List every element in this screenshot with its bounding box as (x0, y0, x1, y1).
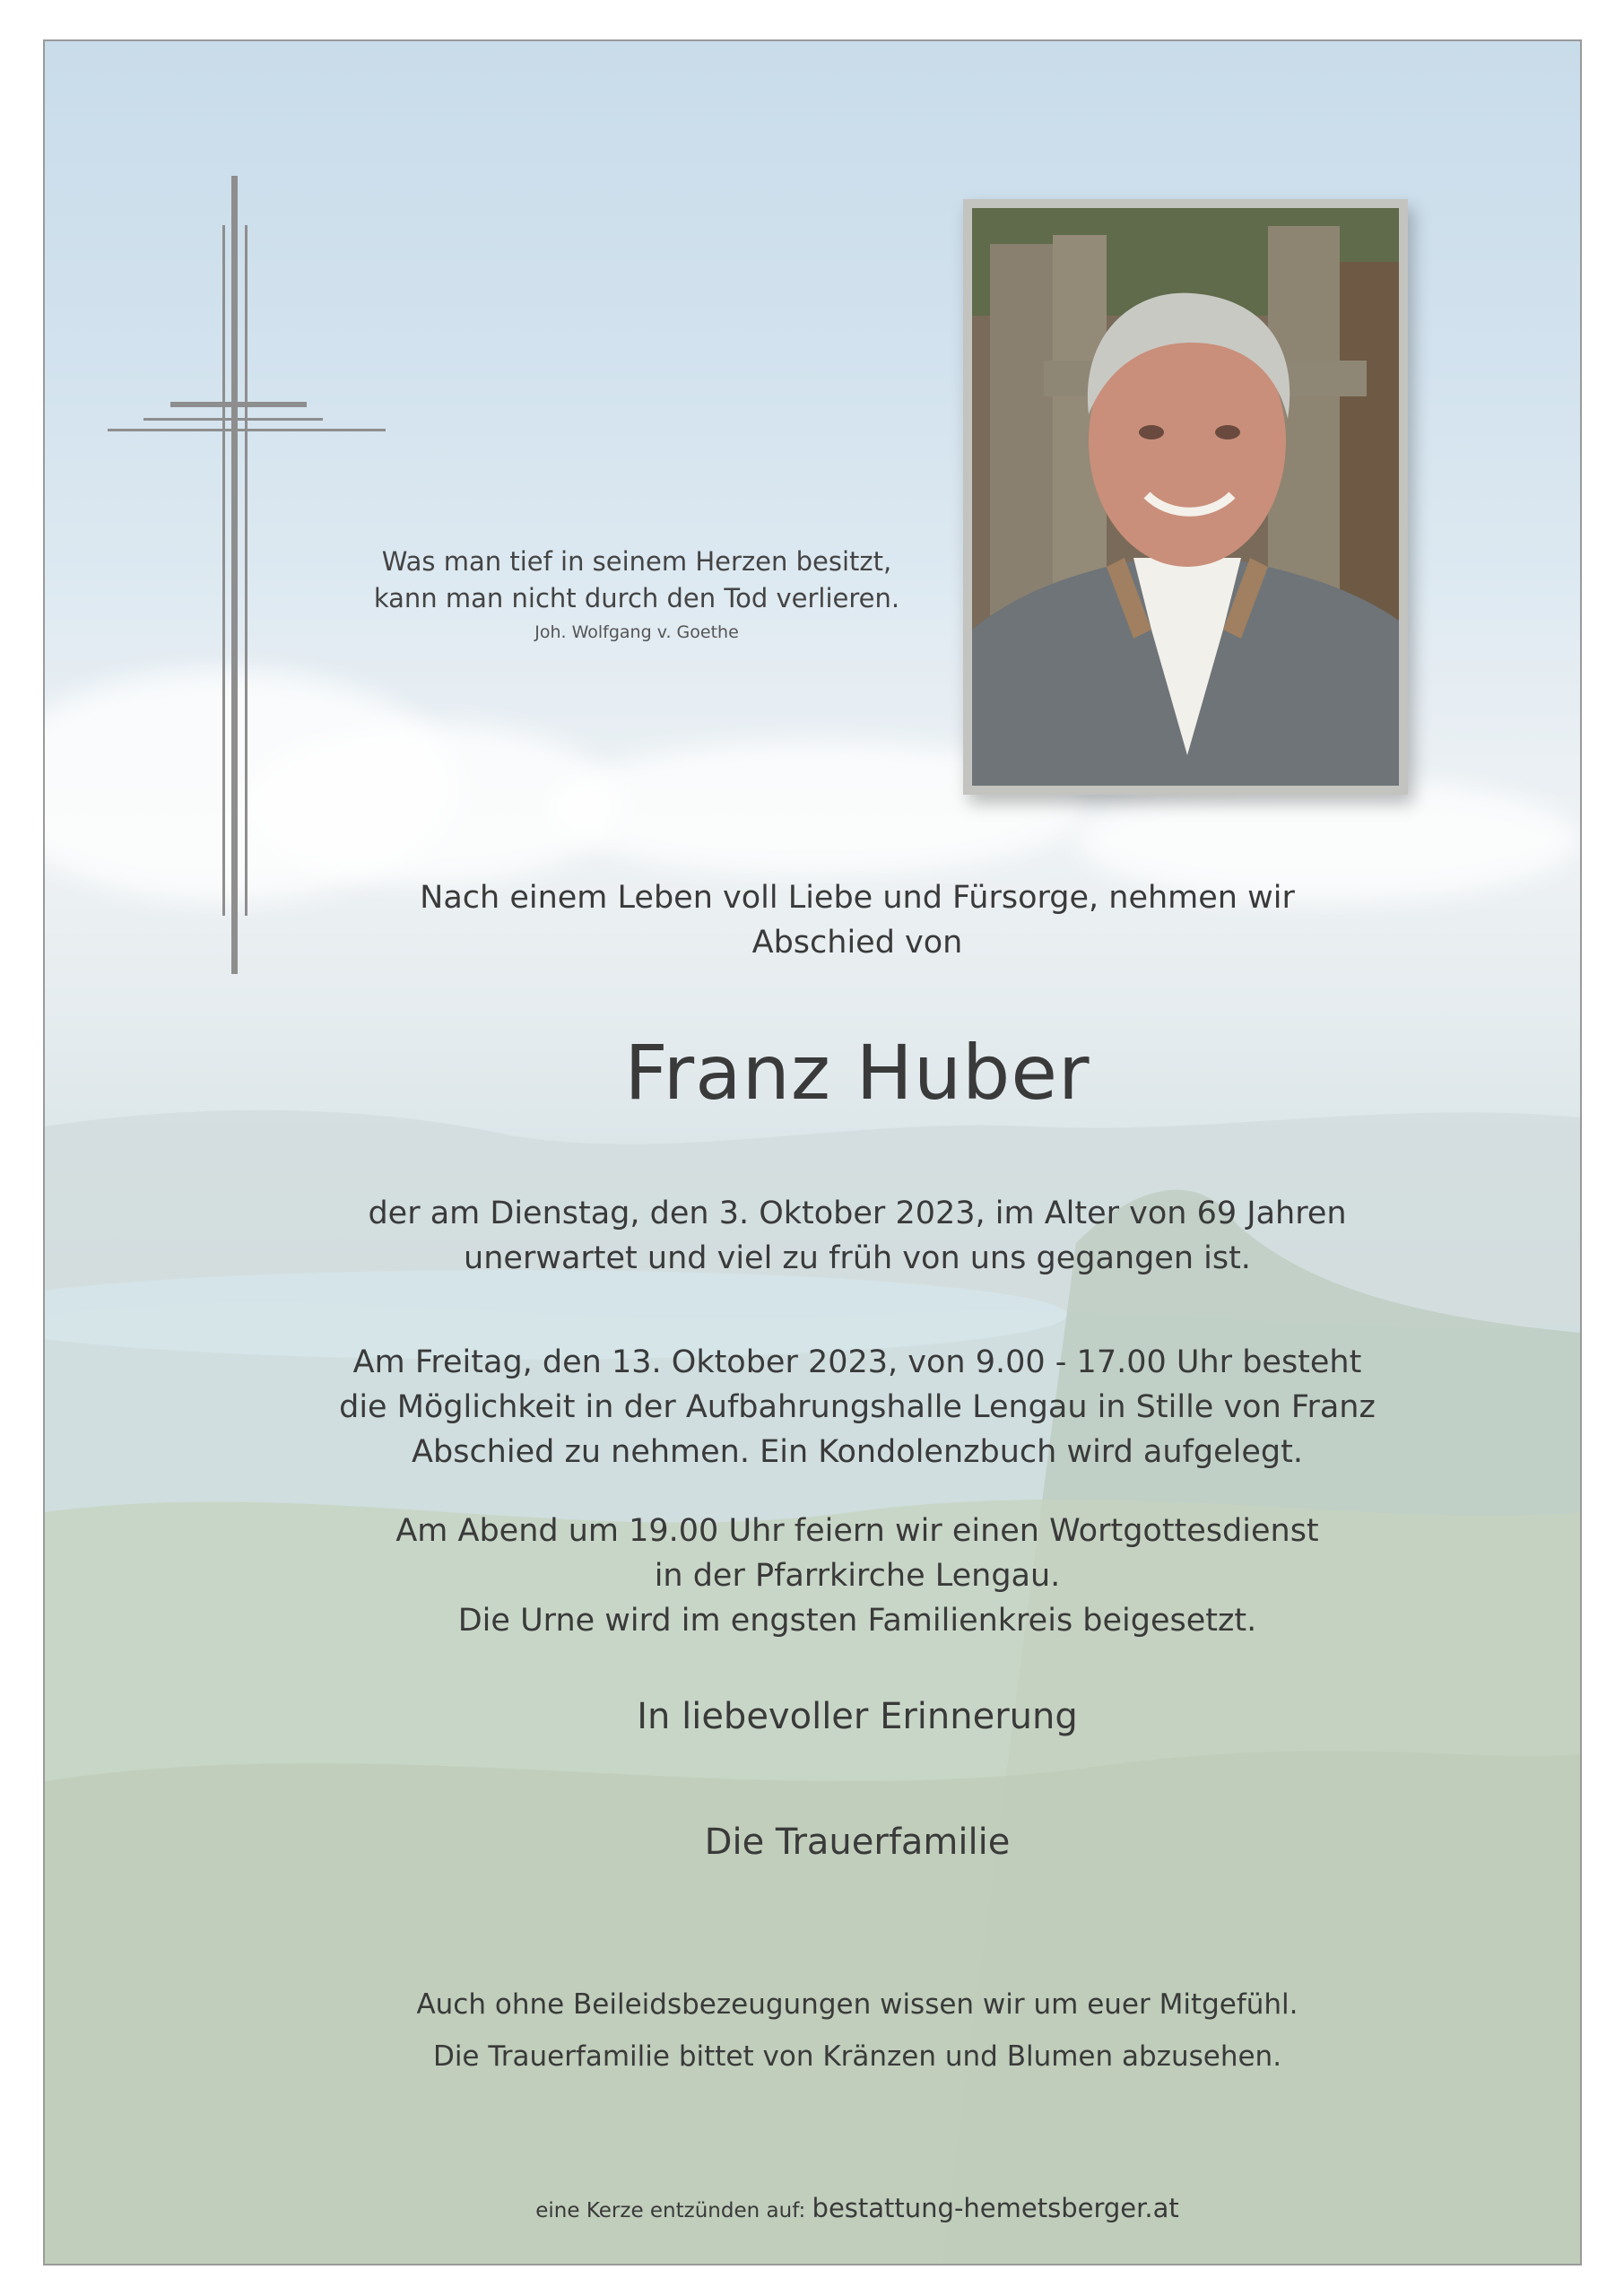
portrait-photo (972, 208, 1399, 786)
service-line: in der Pfarrkirche Lengau. (654, 1558, 1061, 1594)
viewing-line: Abschied zu nehmen. Ein Kondolenzbuch wird aufgelegt. (412, 1434, 1303, 1470)
footer (135, 2192, 1580, 2227)
footer-prefix: eine Kerze entzünden auf: (535, 2199, 806, 2222)
remembrance-text: In liebevoller Erinnerung (637, 1696, 1078, 1737)
quote-line: Was man tief in seinem Herzen besitzt, (381, 546, 892, 577)
family-signature: Die Trauerfamilie (704, 1822, 1011, 1863)
deceased-name: Franz Huber (624, 1029, 1090, 1117)
intro-text (135, 875, 1580, 965)
service-line: Am Abend um 19.00 Uhr feiern wir einen Wortgottesdienst (395, 1513, 1319, 1549)
service-line: Die Urne wird im engsten Familienkreis beigesetzt. (457, 1603, 1257, 1639)
service-info (135, 1509, 1580, 1643)
note-line: Die Trauerfamilie bittet von Kränzen und Blumen abzusehen. (432, 2040, 1282, 2073)
obituary-card (43, 39, 1582, 2266)
intro-line: Abschied von (751, 925, 963, 961)
death-notice-line: der am Dienstag, den 3. Oktober 2023, im Alter von 69 Jahren (368, 1196, 1347, 1231)
viewing-line: Am Freitag, den 13. Oktober 2023, von 9.00 - 17.00 Uhr besteht (352, 1344, 1362, 1380)
viewing-info (135, 1340, 1580, 1474)
quote-line: kann man nicht durch den Tod verlieren. (373, 583, 900, 613)
quote-author: Joh. Wolfgang v. Goethe (534, 622, 739, 642)
intro-line: Nach einem Leben voll Liebe und Fürsorge, nehmen wir (420, 880, 1295, 916)
quote-block (323, 544, 951, 646)
portrait-frame (963, 199, 1408, 795)
note-line: Auch ohne Beileidsbezeugungen wissen wir um euer Mitgefühl. (416, 1988, 1298, 2021)
website-link[interactable]: bestattung-hemetsberger.at (812, 2193, 1179, 2223)
condolence-note (135, 1979, 1580, 2083)
viewing-line: die Möglichkeit in der Aufbahrungshalle Lengau in Stille von Franz (339, 1389, 1376, 1425)
death-notice-line: unerwartet und viel zu früh von uns gegangen ist. (464, 1240, 1251, 1276)
death-notice (135, 1191, 1580, 1281)
